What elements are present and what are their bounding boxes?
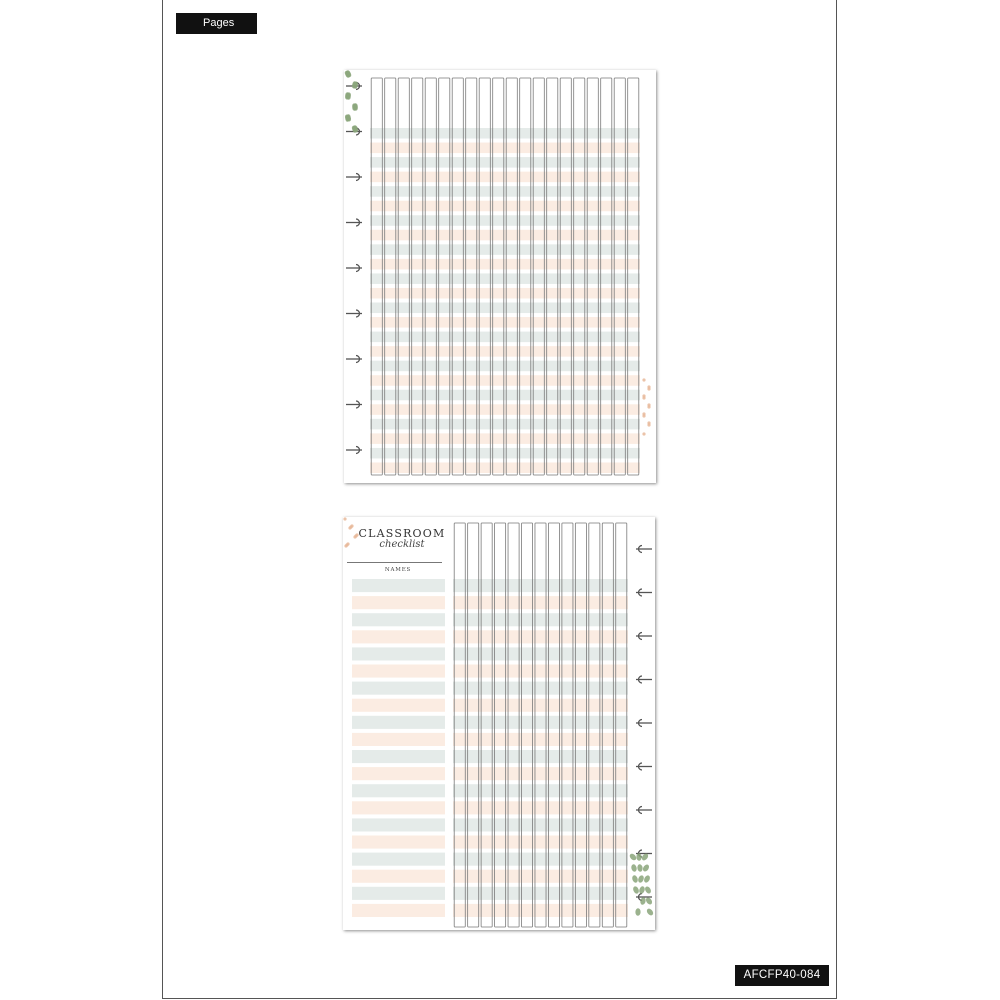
dot-decoration-icon (642, 378, 645, 381)
row-stripe (453, 682, 628, 695)
row-stripe (453, 801, 628, 814)
binder-ring-icon (636, 720, 652, 727)
row-stripe (370, 157, 640, 168)
row-stripe (352, 647, 445, 660)
row-stripe (370, 288, 640, 299)
names-page-canvas (343, 517, 655, 930)
binder-ring-icon (346, 447, 362, 454)
leaf-decoration-icon (635, 908, 640, 916)
row-stripe (370, 143, 640, 154)
row-stripe (370, 215, 640, 226)
names-column-label: NAMES (384, 567, 412, 573)
binder-ring-icon (346, 356, 362, 363)
binder-ring-icon (636, 589, 652, 596)
dot-decoration-icon (642, 432, 645, 435)
row-stripe (453, 818, 628, 831)
row-stripe (453, 836, 628, 849)
leaf-decoration-icon (351, 80, 360, 89)
row-stripe (352, 818, 445, 831)
row-stripe (370, 244, 640, 255)
row-stripe (453, 699, 628, 712)
row-stripe (352, 750, 445, 763)
row-stripe (352, 579, 445, 592)
row-stripe (453, 716, 628, 729)
row-stripe (453, 767, 628, 780)
row-stripe (370, 172, 640, 183)
row-stripe (352, 699, 445, 712)
leaf-decoration-icon (637, 874, 645, 883)
row-stripe (370, 361, 640, 372)
dot-decoration-icon (647, 421, 650, 424)
row-stripe (352, 836, 445, 849)
row-stripe (370, 259, 640, 270)
row-stripe (352, 904, 445, 917)
row-stripe (453, 784, 628, 797)
title-underline (347, 562, 442, 563)
row-stripe (370, 462, 640, 473)
row-stripe (370, 230, 640, 241)
binder-ring-icon (346, 219, 362, 226)
dot-decoration-icon (346, 542, 349, 545)
binder-ring-icon (346, 310, 362, 317)
leaf-decoration-icon (636, 853, 642, 861)
row-stripe (352, 613, 445, 626)
row-stripe (352, 870, 445, 883)
binder-ring-icon (346, 265, 362, 272)
row-stripe (352, 784, 445, 797)
page-title-block (357, 523, 447, 550)
row-stripe (453, 579, 628, 592)
leaf-decoration-icon (631, 875, 638, 884)
row-stripe (453, 630, 628, 643)
binder-ring-icon (636, 676, 652, 683)
row-stripe (370, 390, 640, 401)
row-stripe (370, 346, 640, 357)
sku-label: AFCFP40-084 (735, 965, 829, 986)
row-stripe (370, 273, 640, 284)
dot-decoration-icon (642, 412, 645, 415)
row-stripe (453, 870, 628, 883)
page-title: CLASSROOM (358, 527, 446, 540)
leaf-decoration-icon (638, 886, 645, 895)
binder-ring-icon (636, 763, 652, 770)
row-stripe (370, 433, 640, 444)
leaf-decoration-icon (642, 863, 651, 872)
row-stripe (352, 630, 445, 643)
page-subtitle-script: checklist (379, 539, 425, 550)
pages-label: Pages (176, 13, 257, 34)
dot-decoration-icon (350, 524, 353, 527)
checklist-page-grid (344, 70, 656, 483)
checklist-page-names (343, 517, 655, 930)
binder-ring-icon (346, 401, 362, 408)
binder-ring-icon (636, 546, 652, 553)
row-stripe (453, 853, 628, 866)
leaf-decoration-icon (631, 864, 638, 873)
dot-decoration-icon (343, 517, 346, 520)
row-stripe (453, 733, 628, 746)
binder-ring-icon (636, 633, 652, 640)
leaf-decoration-icon (632, 885, 640, 894)
row-stripe (352, 853, 445, 866)
dot-decoration-icon (647, 385, 650, 388)
row-stripe (352, 733, 445, 746)
leaf-decoration-icon (640, 897, 647, 906)
row-stripe (370, 375, 640, 386)
row-stripe (370, 448, 640, 459)
row-stripe (453, 904, 628, 917)
dot-decoration-icon (647, 403, 650, 406)
row-stripe (370, 128, 640, 139)
leaf-decoration-icon (646, 907, 655, 916)
leaf-decoration-icon (344, 92, 351, 101)
row-stripe (352, 887, 445, 900)
row-stripe (453, 750, 628, 763)
leaf-decoration-icon (645, 896, 654, 905)
row-stripe (370, 404, 640, 415)
dot-decoration-icon (642, 394, 645, 397)
leaf-decoration-icon (643, 874, 651, 883)
row-stripe (352, 801, 445, 814)
row-stripe (352, 716, 445, 729)
row-stripe (453, 647, 628, 660)
leaf-decoration-icon (644, 885, 652, 894)
binder-ring-icon (346, 174, 362, 181)
row-stripe (352, 665, 445, 678)
row-stripe (370, 419, 640, 430)
row-stripe (370, 201, 640, 212)
row-stripe (453, 665, 628, 678)
row-stripe (352, 596, 445, 609)
row-stripe (352, 767, 445, 780)
grid-page-canvas (344, 70, 656, 483)
row-stripe (352, 682, 445, 695)
row-stripe (453, 887, 628, 900)
row-stripe (370, 303, 640, 314)
row-stripe (453, 596, 628, 609)
row-stripe (370, 186, 640, 197)
row-stripe (370, 332, 640, 343)
leaf-decoration-icon (637, 864, 643, 872)
binder-ring-icon (636, 807, 652, 814)
row-stripe (370, 317, 640, 328)
row-stripe (453, 613, 628, 626)
leaf-decoration-icon (351, 103, 358, 112)
